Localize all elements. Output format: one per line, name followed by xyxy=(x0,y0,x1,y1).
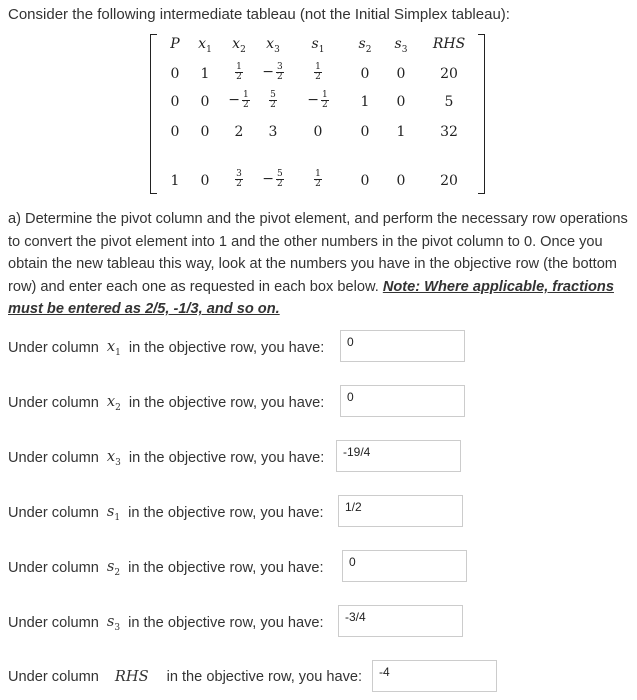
answer-label-tail: in the objective row, you have: xyxy=(128,614,324,631)
tableau-header-p: P xyxy=(170,36,180,52)
tableau-header-s1: $s_1$ xyxy=(311,36,325,55)
tableau-cell: $\frac{5}{2}$ xyxy=(270,89,276,110)
tableau-cell: − $\frac{3}{2}$ xyxy=(262,61,283,82)
answer-row-s2 xyxy=(8,558,324,578)
answer-input-x1[interactable]: 0 xyxy=(340,330,465,362)
tableau-header-s2: $s_2$ xyxy=(358,36,372,55)
answer-input-rhs[interactable]: -4 xyxy=(372,660,497,692)
fraction-note: Note: Where applicable, fractions must be entered as 2/5, -1/3, and so on. xyxy=(8,278,614,318)
answer-input-s1[interactable]: 1/2 xyxy=(338,495,463,527)
tableau-cell: − $\frac{1}{2}$ xyxy=(307,89,328,110)
tableau-cell: $\frac{1}{2}$ xyxy=(315,61,321,82)
tableau-cell: 1 xyxy=(200,66,210,82)
answer-label-tail: in the objective row, you have: xyxy=(128,339,325,356)
tableau-cell: 0 xyxy=(200,124,210,140)
tableau-cell: 0 xyxy=(200,94,210,110)
answer-row-rhs xyxy=(8,668,362,685)
tableau-cell: 0 xyxy=(360,124,370,140)
answer-row-x2 xyxy=(8,393,324,413)
answer-label: Under column xyxy=(8,614,99,631)
answer-label-tail: in the objective row, you have: xyxy=(128,394,325,411)
answer-label: Under column xyxy=(8,504,99,521)
right-bracket xyxy=(478,34,485,194)
answer-variable: $s_1$ xyxy=(106,503,121,523)
answer-label: Under column xyxy=(8,559,99,576)
tableau-cell: 0 xyxy=(396,66,406,82)
answer-variable: $x_1$ xyxy=(106,338,121,358)
simplex-tableau xyxy=(150,34,485,194)
answer-row-s1 xyxy=(8,503,324,523)
tableau-header-x3: $x_3$ xyxy=(266,36,280,55)
tableau-cell: 0 xyxy=(396,94,406,110)
answer-label: Under column xyxy=(8,394,99,411)
tableau-cell: $\frac{1}{2}$ xyxy=(236,61,242,82)
tableau-cell: − $\frac{1}{2}$ xyxy=(228,89,249,110)
tableau-cell: 3 xyxy=(268,124,278,140)
tableau-cell: 1 xyxy=(360,94,370,110)
answer-variable: $s_2$ xyxy=(106,558,121,578)
answer-input-s2[interactable]: 0 xyxy=(342,550,467,582)
tableau-cell: 1 xyxy=(396,124,406,140)
tableau-header-x1: $x_1$ xyxy=(198,36,212,55)
tableau-cell: 0 xyxy=(170,124,180,140)
answer-label-tail: in the objective row, you have: xyxy=(128,504,324,521)
tableau-cell: 0 xyxy=(313,124,323,140)
answer-row-x1 xyxy=(8,338,324,358)
answer-variable: $x_2$ xyxy=(106,393,121,413)
answer-label: Under column xyxy=(8,668,99,685)
answer-label-tail: in the objective row, you have: xyxy=(128,449,325,466)
question-body: a) Determine the pivot column and the pivot element, and perform the necessary row operations to convert the pivot element into 1 and the other numbers in the pivot column to 0. Once you obtain the new tableau this way, look at the numbers you have in the objective row (the bottom row) and enter each one as requested in each box below. xyxy=(8,211,628,295)
tableau-cell: $\frac{3}{2}$ xyxy=(236,168,242,189)
question-text xyxy=(8,208,630,321)
tableau-cell: 0 xyxy=(170,94,180,110)
tableau-cell: 0 xyxy=(360,173,370,189)
answer-row-s3 xyxy=(8,613,324,633)
tableau-cell: 2 xyxy=(234,124,244,140)
answer-input-x3[interactable]: -19/4 xyxy=(336,440,461,472)
answer-variable: RHS xyxy=(114,668,149,685)
answer-label-tail: in the objective row, you have: xyxy=(166,668,363,685)
tableau-header-rhs: RHS xyxy=(432,36,466,52)
tableau-header-x2: $x_2$ xyxy=(232,36,246,55)
tableau-cell: 1 xyxy=(170,173,180,189)
intro-text: Consider the following intermediate tableau (not the Initial Simplex tableau): xyxy=(8,6,510,23)
tableau-cell: 5 xyxy=(444,94,454,110)
left-bracket xyxy=(150,34,157,194)
answer-variable: $s_3$ xyxy=(106,613,121,633)
tableau-cell: 0 xyxy=(396,173,406,189)
answer-input-x2[interactable]: 0 xyxy=(340,385,465,417)
answer-label: Under column xyxy=(8,449,99,466)
answer-input-s3[interactable]: -3/4 xyxy=(338,605,463,637)
tableau-cell: 0 xyxy=(170,66,180,82)
answer-label-tail: in the objective row, you have: xyxy=(128,559,324,576)
tableau-cell: − $\frac{5}{2}$ xyxy=(262,168,283,189)
tableau-cell: 20 xyxy=(440,173,458,189)
tableau-cell: $\frac{1}{2}$ xyxy=(315,168,321,189)
tableau-header-s3: $s_3$ xyxy=(394,36,408,55)
tableau-cell: 32 xyxy=(440,124,458,140)
answer-label: Under column xyxy=(8,339,99,356)
tableau-cell: 20 xyxy=(440,66,458,82)
tableau-cell: 0 xyxy=(200,173,210,189)
answer-row-x3 xyxy=(8,448,324,468)
answer-variable: $x_3$ xyxy=(106,448,121,468)
tableau-cell: 0 xyxy=(360,66,370,82)
